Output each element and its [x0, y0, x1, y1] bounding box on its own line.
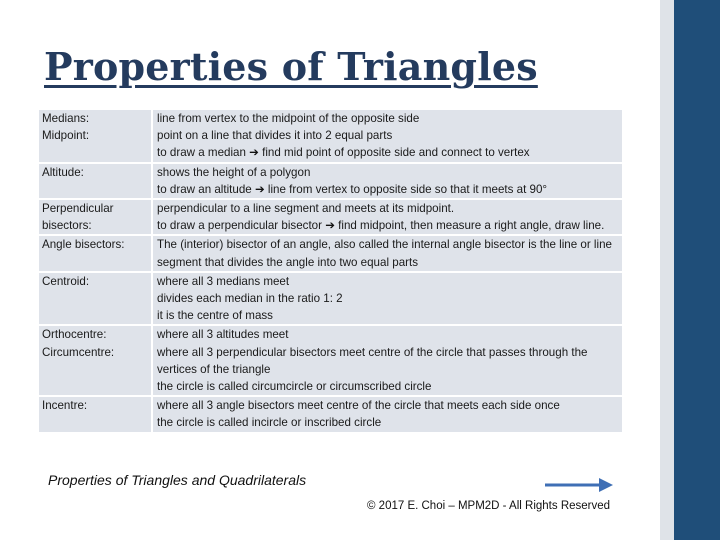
- term-cell: [38, 325, 152, 396]
- table-row: [38, 163, 623, 199]
- term-label: Centroid:: [42, 274, 90, 288]
- table-row: [38, 325, 623, 396]
- definition-line: where all 3 medians meet: [157, 274, 290, 288]
- definition-line: where all 3 angle bisectors meet centre of the circle that meets each side once: [157, 399, 560, 413]
- copyright-text: © 2017 E. Choi – MPM2D - All Rights Reserved: [367, 500, 611, 512]
- definition-cell: [152, 325, 623, 396]
- term-cell: [38, 396, 152, 432]
- definition-line: divides each median in the ratio 1: 2: [157, 292, 343, 306]
- term-label: Angle bisectors:: [42, 238, 125, 252]
- slide-title: Properties of Triangles: [44, 44, 538, 89]
- definition-text: find midpoint, then measure a right angle, draw line.: [334, 219, 605, 233]
- table-row: [38, 272, 623, 326]
- term-label: Orthocentre:: [42, 328, 107, 342]
- definition-line: [157, 181, 619, 198]
- definition-line: [157, 217, 619, 234]
- term-cell: [38, 235, 152, 271]
- term-label: Midpoint:: [42, 129, 90, 143]
- arrow-head: [599, 478, 613, 492]
- term-label: Incentre:: [42, 399, 88, 413]
- definition-line: shows the height of a polygon: [157, 165, 311, 179]
- definition-text: to draw an altitude: [157, 182, 255, 196]
- table-row: [38, 235, 623, 271]
- definition-text: line from vertex to opposite side so that it meets at 90°: [264, 182, 548, 196]
- definition-cell: [152, 109, 623, 163]
- table-row: [38, 396, 623, 432]
- term-label: Circumcentre:: [42, 345, 115, 359]
- definition-line: The (interior) bisector of an angle, also called the internal angle bisector is the line or line segment that divides the angle into two equal parts: [157, 238, 612, 269]
- definition-cell: [152, 199, 623, 235]
- definition-cell: [152, 272, 623, 326]
- definition-cell: [152, 396, 623, 432]
- definition-line: the circle is called incircle or inscribed circle: [157, 416, 382, 430]
- definition-text: find mid point of opposite side and connect to vertex: [258, 146, 530, 160]
- term-cell: [38, 199, 152, 235]
- term-label: Altitude:: [42, 165, 84, 179]
- definition-cell: [152, 163, 623, 199]
- definition-line: perpendicular to a line segment and meets at its midpoint.: [157, 202, 455, 216]
- term-cell: [38, 109, 152, 163]
- term-label: Perpendicular bisectors:: [42, 202, 114, 233]
- definition-text: to draw a perpendicular bisector: [157, 219, 326, 233]
- definition-line: [157, 144, 619, 161]
- arrow-icon: ➔: [325, 219, 335, 233]
- definition-line: where all 3 altitudes meet: [157, 328, 289, 342]
- footer-link-quadrilaterals[interactable]: Properties of Triangles and Quadrilaterals: [48, 472, 307, 488]
- properties-table: [37, 108, 624, 434]
- sidebar-dark-stripe: [674, 0, 720, 540]
- definition-line: where all 3 perpendicular bisectors meet centre of the circle that passes through the vertices of the triangle: [157, 345, 588, 376]
- arrow-icon: ➔: [249, 146, 259, 160]
- definition-line: the circle is called circumcircle or circumscribed circle: [157, 380, 432, 394]
- definition-cell: [152, 235, 623, 271]
- term-label: Medians:: [42, 112, 90, 125]
- table-row: [38, 199, 623, 235]
- term-cell: [38, 272, 152, 326]
- table-row: [38, 109, 623, 163]
- term-cell: [38, 163, 152, 199]
- definition-line: point on a line that divides it into 2 equal parts: [157, 129, 393, 143]
- right-arrow-icon[interactable]: [543, 475, 615, 495]
- definition-line: line from vertex to the midpoint of the opposite side: [157, 112, 420, 125]
- definition-line: it is the centre of mass: [157, 309, 273, 323]
- definition-text: to draw a median: [157, 146, 250, 160]
- sidebar-light-stripe: [660, 0, 674, 540]
- arrow-icon: ➔: [254, 182, 265, 196]
